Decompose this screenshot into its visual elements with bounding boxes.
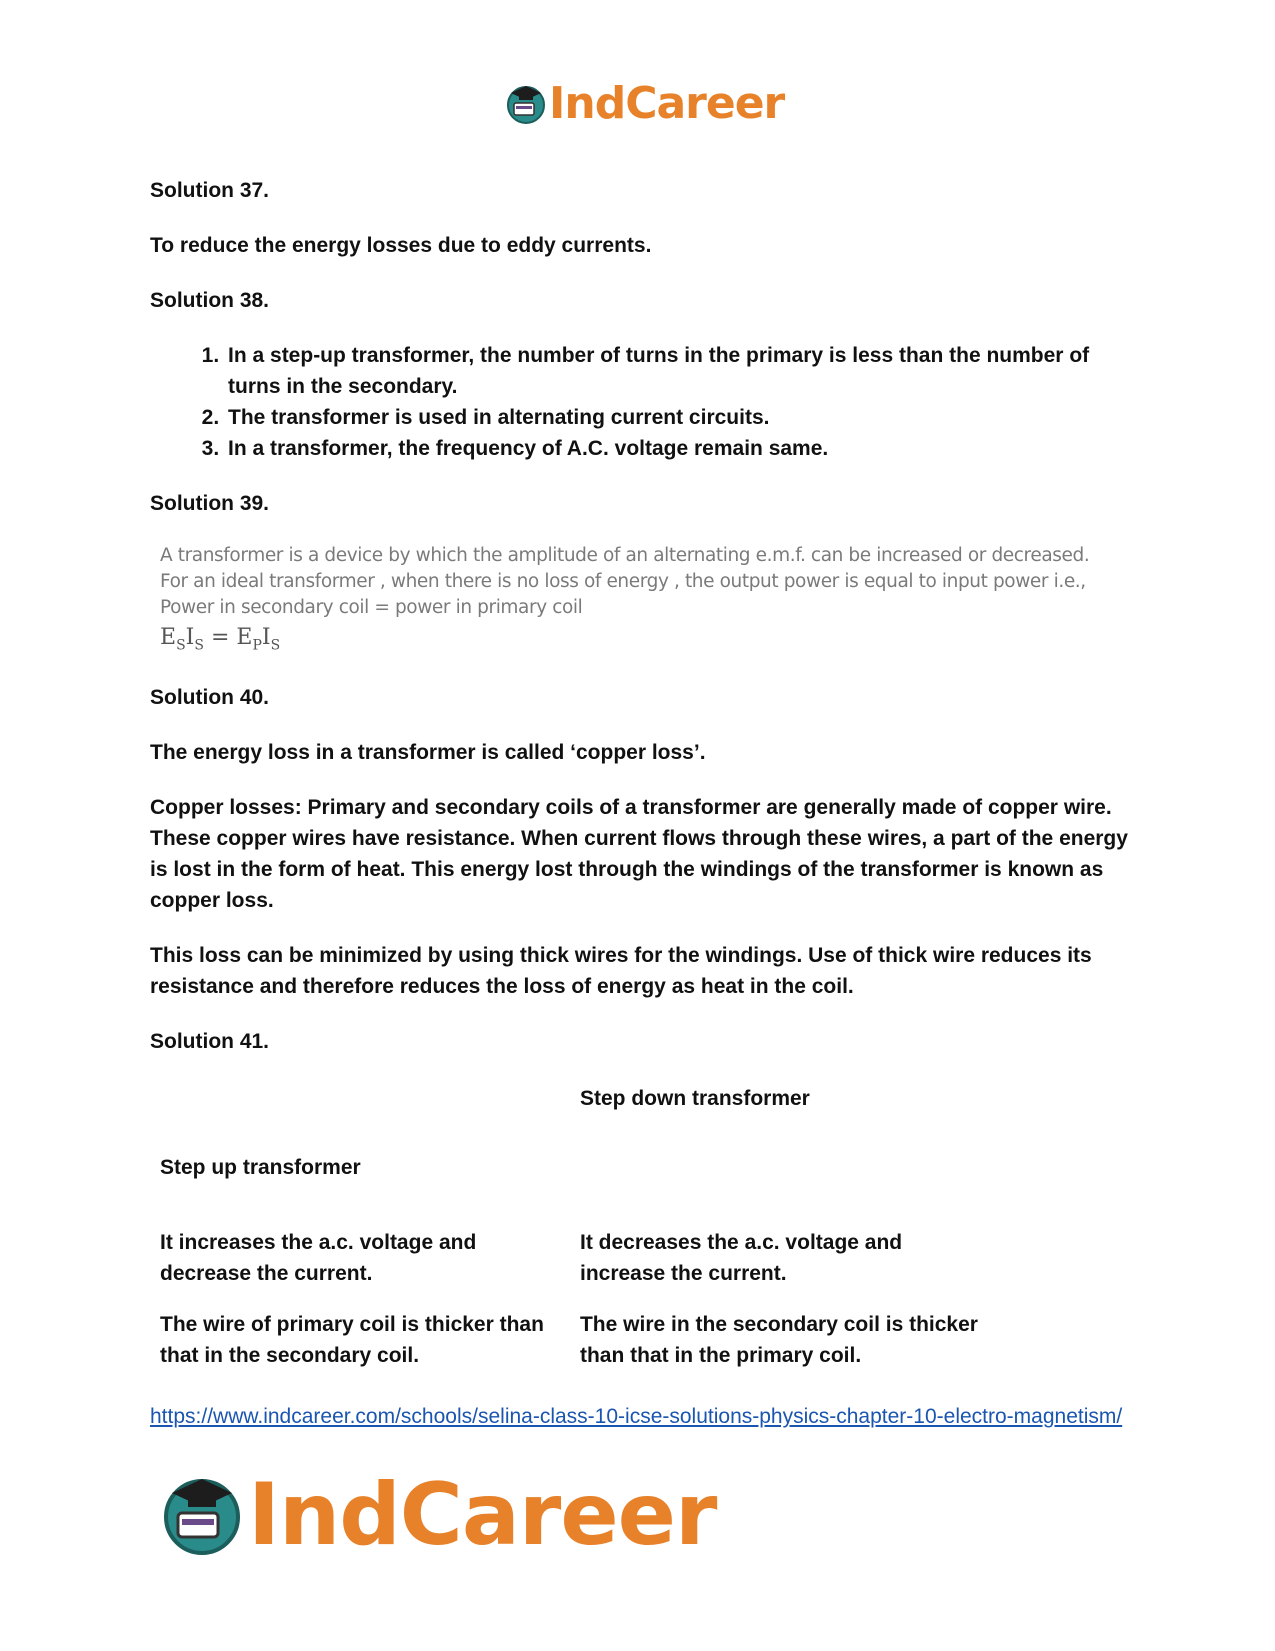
table-cell: The wire of primary coil is thicker than that in the secondary coil. — [160, 1313, 544, 1368]
list-item: 3. In a transformer, the frequency of A.C. voltage remain same. — [225, 433, 1130, 464]
solution-40-title: Solution 40. — [150, 686, 270, 710]
logo-text: IndCareer — [248, 1465, 717, 1565]
solution-37-text: To reduce the energy losses due to eddy currents. — [150, 234, 652, 257]
list-item: 1. In a step-up transformer, the number of turns in the primary is less than the number of turns in the secondary. — [225, 340, 1130, 402]
image-text-line: Power in secondary coil = power in primary coil — [160, 597, 583, 618]
image-text-line: A transformer is a device by which the amplitude of an alternating e.m.f. can be increased or decreased. — [160, 545, 1090, 566]
table-header-cell: Step up transformer — [160, 1156, 361, 1180]
solution-37-title: Solution 37. — [150, 179, 270, 202]
list-item: 2. The transformer is used in alternating current circuits. — [225, 402, 1130, 433]
solution-40-p2: Copper losses: Primary and secondary coils of a transformer are generally made of copper wire. These copper wires have resistance. When current flows through these wires, a part of the energy is lost in the form of heat. This energy lost through the windings of the transformer is known as copper loss. — [150, 796, 1128, 913]
table-row — [150, 1299, 990, 1381]
transformer-comparison-table — [150, 1075, 990, 1381]
solution-40-p3: This loss can be minimized by using thick wires for the windings. Use of thick wire reduces its resistance and therefore reduces the loss of energy as heat in the coil. — [150, 944, 1092, 999]
footer-logo — [160, 1465, 716, 1565]
logo-text: IndCareer — [549, 78, 785, 129]
solution-38-list — [150, 340, 1130, 464]
solution-41-title: Solution 41. — [150, 1030, 270, 1054]
table-cell: The wire in the secondary coil is thicker than that in the primary coil. — [579, 1313, 978, 1368]
globe-graduation-cap-icon — [505, 83, 547, 125]
table-cell: It increases the a.c. voltage and decrease the current. — [160, 1231, 477, 1286]
image-text-line: For an ideal transformer , when there is no loss of energy , the output power is equal to input power i.e., — [160, 571, 1086, 592]
document-body — [150, 175, 1130, 1435]
solution-38-title: Solution 38. — [150, 289, 270, 312]
source-link[interactable]: https://www.indcareer.com/schools/selina-class-10-icse-solutions-physics-chapter-10-electro-magnetism/ — [150, 1405, 1123, 1429]
table-row — [150, 1183, 990, 1299]
table-cell: It decreases the a.c. voltage and increase the current. — [579, 1231, 903, 1286]
table-header-cell: Step down transformer — [579, 1087, 810, 1111]
solution-39-image — [160, 543, 1130, 662]
table-header-row — [150, 1075, 990, 1183]
solution-39-title: Solution 39. — [150, 492, 270, 515]
globe-graduation-cap-icon — [160, 1473, 244, 1557]
header-logo — [505, 78, 784, 130]
power-formula: $E_SI_S = E_PI_S$ — [160, 625, 281, 654]
solution-40-p1: The energy loss in a transformer is called ‘copper loss’. — [150, 741, 706, 765]
